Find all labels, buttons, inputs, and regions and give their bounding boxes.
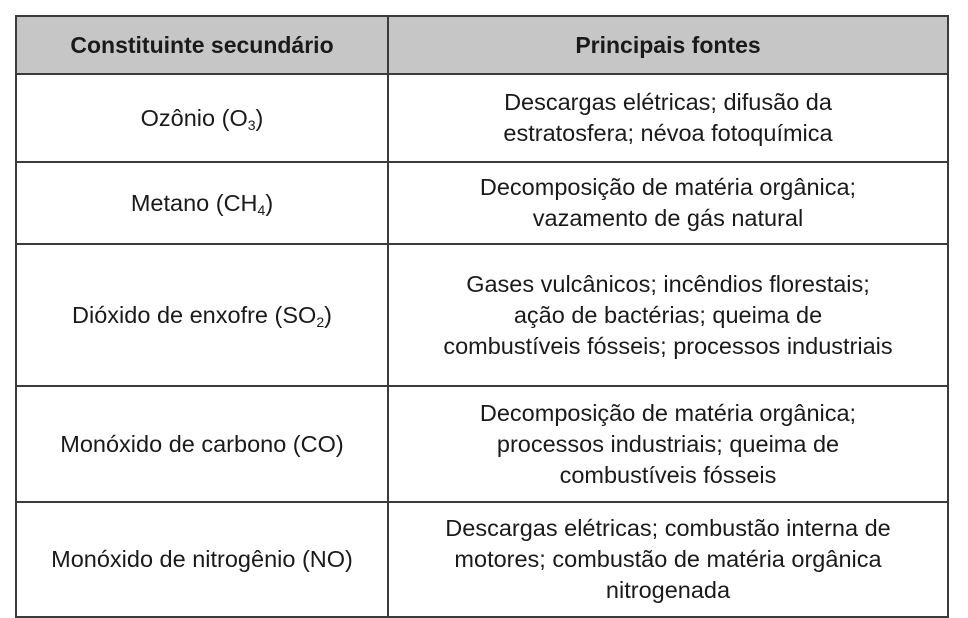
sources-line: Gases vulcânicos; incêndios florestais;: [466, 270, 870, 297]
sources-line: nitrogenada: [605, 577, 731, 603]
sources-cell: [388, 386, 948, 502]
sources-line: motores; combustão de matéria orgânica: [454, 546, 882, 572]
table-row: [16, 74, 948, 162]
constituent-name: Ozônio (O: [140, 104, 248, 131]
sources-line: combustíveis fósseis; processos industriais: [443, 332, 893, 359]
sources-line: Descargas elétricas; combustão interna de: [445, 515, 891, 541]
constituent-cell: [16, 502, 388, 617]
constituent-name: Metano (CH: [130, 189, 258, 216]
sources-line: Decomposição de matéria orgânica;: [479, 399, 857, 426]
table-header-row: [16, 16, 948, 74]
header-main-sources: Principais fontes: [388, 16, 948, 74]
constituent-name-end: ): [265, 189, 274, 216]
sources-line: processos industriais; queima de: [496, 430, 840, 457]
table-row: [16, 244, 948, 386]
constituent-cell: [16, 386, 388, 502]
sources-line: combustíveis fósseis: [559, 461, 777, 488]
table-row: [16, 162, 948, 244]
table-row: [16, 386, 948, 502]
header-constituent: Constituinte secundário: [16, 16, 388, 74]
constituent-name: Monóxido de carbono (CO): [60, 430, 344, 457]
sources-cell: [388, 502, 948, 617]
sources-line: ação de bactérias; queima de: [513, 301, 823, 328]
constituent-name-end: ): [324, 301, 332, 328]
table-row: [16, 502, 948, 617]
constituent-name: Dióxido de enxofre (SO: [72, 301, 317, 328]
constituent-name-end: ): [255, 104, 264, 131]
constituent-cell: [16, 74, 388, 162]
formula-subscript: 4: [257, 201, 266, 218]
formula-subscript: 2: [316, 313, 325, 330]
constituent-name: Monóxido de nitrogênio (NO): [51, 546, 353, 572]
sources-cell: [388, 244, 948, 386]
table-container: [15, 15, 949, 618]
constituent-cell: [16, 244, 388, 386]
formula-subscript: 3: [247, 116, 256, 133]
pollutant-sources-table: [15, 15, 949, 618]
sources-line: vazamento de gás natural: [532, 205, 804, 231]
constituent-cell: [16, 162, 388, 244]
sources-line: estratosfera; névoa fotoquímica: [503, 120, 833, 146]
sources-line: Descargas elétricas; difusão da: [504, 89, 832, 115]
sources-cell: [388, 162, 948, 244]
sources-line: Decomposição de matéria orgânica;: [479, 174, 857, 200]
sources-cell: [388, 74, 948, 162]
